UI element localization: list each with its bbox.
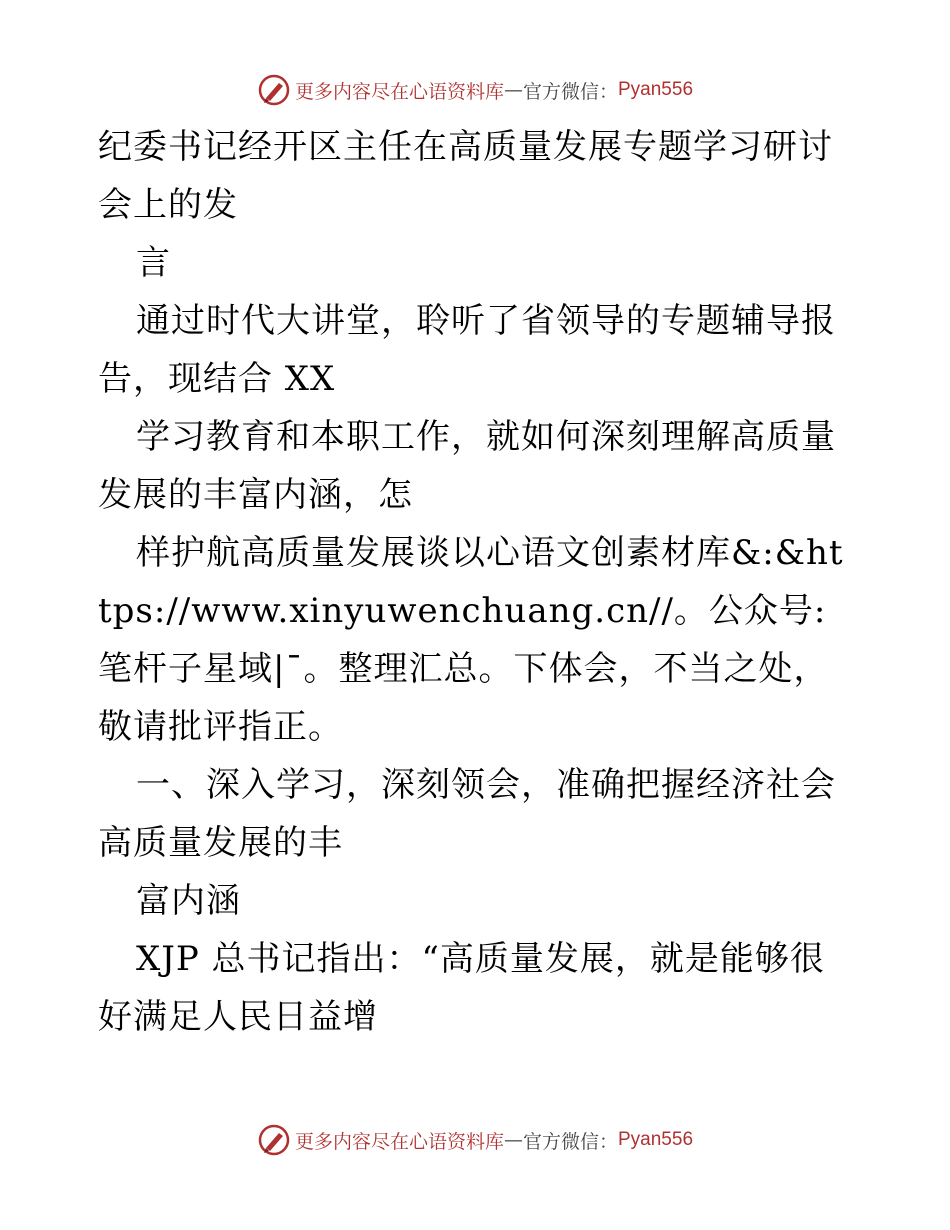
paragraph: 一、深入学习，深刻领会，准确把握经济社会高质量发展的丰: [98, 765, 836, 863]
paragraph: 通过时代大讲堂，聆听了省领导的专题辅导报告，现结合 XX: [98, 301, 836, 399]
banner-separator: —: [503, 79, 523, 101]
paragraph: 纪委书记经开区主任在高质量发展专题学习研讨会上的发: [98, 127, 833, 225]
banner-main-text: 更多内容尽在心语资料库: [294, 1130, 504, 1153]
footer-banner: [0, 1120, 950, 1160]
paragraph: 学习教育和本职工作，就如何深刻理解高质量发展的丰富内涵，怎: [98, 417, 836, 515]
banner-wechat-id: Pyan556: [618, 79, 694, 100]
header-banner: [0, 70, 950, 110]
banner-wechat-label: 官方微信：: [522, 80, 618, 103]
paragraph: 样护航高质量发展谈以心语文创素材库&:&https://www.xinyuwenchuang.cn//。公众号: 笔杆子星域|¯。整理汇总。下体会，不当之处，敬请批评指正。: [98, 533, 844, 747]
document-body: [98, 118, 858, 1046]
paragraph: XJP 总书记指出：“高质量发展，就是能够很好满足人民日益增: [98, 939, 825, 1037]
pen-logo-icon: [257, 73, 291, 107]
paragraph: 言: [136, 243, 171, 283]
pen-logo-icon: [257, 1123, 291, 1157]
banner-separator: —: [503, 1129, 523, 1151]
banner-main-text: 更多内容尽在心语资料库: [294, 80, 504, 103]
banner-wechat-id: Pyan556: [618, 1129, 694, 1150]
paragraph: 富内涵: [136, 881, 241, 921]
banner-wechat-label: 官方微信：: [522, 1130, 618, 1153]
